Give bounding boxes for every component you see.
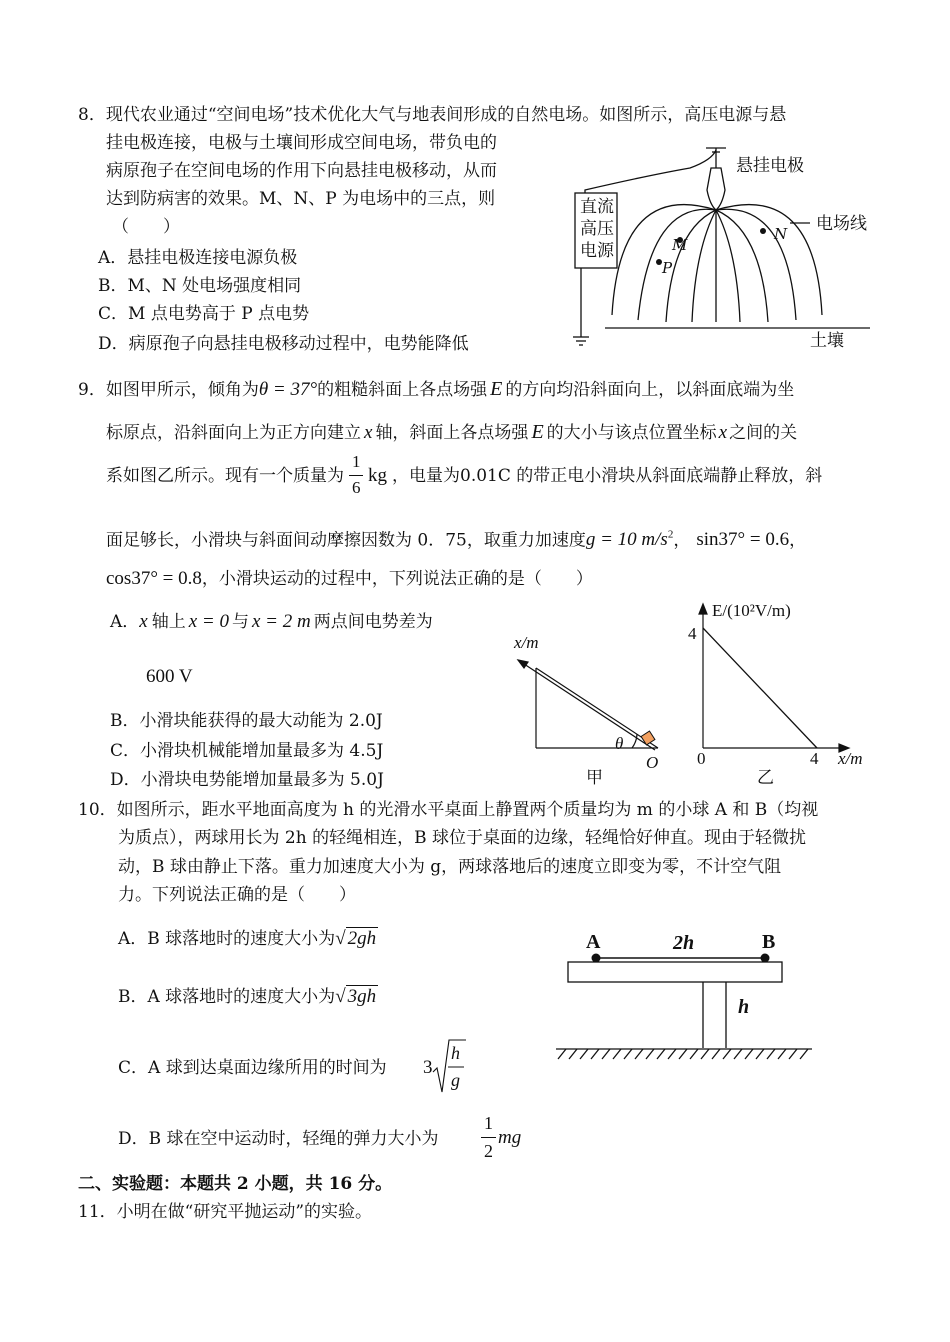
label-p: P [662, 259, 673, 277]
q9-text: 的大小与该点位置坐标 [546, 423, 717, 443]
hatch-mark [591, 1049, 599, 1059]
q9-frac-den: 6 [352, 478, 361, 497]
supply-label-2: 高压 [580, 219, 614, 239]
q8-option-d: D．病原孢子向悬挂电极移动过程中，电势能降低 [98, 334, 469, 354]
hatch-mark [646, 1049, 654, 1059]
hatch-mark [701, 1049, 709, 1059]
q10-line1: 10．如图所示，距水平地面高度为 h 的光滑水平桌面上静置两个质量均为 m 的小球 A 和 B（均视 [78, 800, 819, 820]
q9-x-symbol: x [364, 422, 373, 443]
electrode-label: 悬挂电极 [736, 156, 804, 176]
jia-theta-label: θ [615, 734, 624, 753]
hatch-mark [723, 1049, 731, 1059]
jia-caption: 甲 [586, 768, 603, 788]
q8-line1: 8．现代农业通过“空间电场”技术优化大气与地表间形成的自然电场。如图所示，高压电源与悬 [78, 105, 787, 125]
hatch-mark [558, 1049, 566, 1059]
q10-line3: 动，B 球由静止下落。重力加速度大小为 g，两球落地后的速度立即变为零，不计空气阻 [118, 857, 782, 877]
ball-a-label: A [586, 931, 601, 953]
q8-option-b: B．M、N 处电场强度相同 [98, 276, 302, 296]
q8-answer-paren: （ ） [112, 217, 180, 237]
q9-text: 面足够长，小滑块与斜面间动摩擦因数为 0．75，取重力加速度 [106, 530, 586, 551]
ball-a [592, 954, 601, 963]
hatch-mark [624, 1049, 632, 1059]
q9-frac-num: 1 [352, 452, 361, 471]
supply-label-3: 电源 [580, 241, 614, 261]
yi-caption: 乙 [757, 768, 774, 788]
q9-opta-x0: x = 0 [188, 611, 229, 632]
q10-option-a: A．B 球落地时的速度大小为√ 2gh [118, 928, 377, 949]
q10-option-b: B．A 球落地时的速度大小为√ 3gh [118, 986, 377, 1007]
hatch-mark [679, 1049, 687, 1059]
q9-x-symbol: x [718, 422, 728, 443]
section-2-heading: 二、实验题：本题共 2 小题，共 16 分。 [78, 1174, 393, 1194]
q9-cos-eq: cos37° = 0.8 [106, 568, 202, 589]
q10-optc-num: h [451, 1043, 460, 1063]
q9-text: ， [673, 530, 691, 551]
q9-text: ， [789, 530, 807, 551]
q10-line2: 为质点），两球用长为 2h 的轻绳相连，B 球位于桌面的边缘，轻绳恰好伸直。现由于轻微扰 [118, 828, 806, 848]
hatch-mark [712, 1049, 720, 1059]
hatch-mark [580, 1049, 588, 1059]
hatch-mark [745, 1049, 753, 1059]
q8-line4: 达到防病害的效果。M、N、P 为电场中的三点，则 [106, 189, 496, 209]
hatch-mark [734, 1049, 742, 1059]
hatch-mark [778, 1049, 786, 1059]
ground-hatching [558, 1049, 808, 1059]
q9-sin-eq: sin37° = 0.6 [696, 529, 790, 551]
hatch-mark [613, 1049, 621, 1059]
q10-optc-den: g [451, 1070, 460, 1090]
q9-e-symbol: E [531, 421, 544, 443]
q10-option-c: C．A 球到达桌面边缘所用的时间为 [118, 1058, 387, 1078]
q10-text: B．A 球落地时的速度大小为 [118, 987, 336, 1007]
q9-option-d: D．小滑块电势能增加量最多为 5.0J [110, 770, 384, 790]
label-n: N [774, 225, 788, 243]
label-m: M [672, 236, 688, 254]
rope-length-label: 2h [673, 932, 695, 954]
hatch-mark [767, 1049, 775, 1059]
jia-axis-label: x/m [514, 633, 539, 652]
q9-text: 轴，斜面上各点场强 [375, 423, 529, 443]
supply-label-1: 直流 [580, 197, 614, 217]
q9-opta-x2: x = 2 m [251, 611, 311, 632]
ball-b-label: B [762, 931, 776, 953]
q8-option-c: C．M 点电势高于 P 点电势 [98, 304, 310, 324]
q9-theta-eq: θ = 37° [258, 379, 318, 400]
q9-text: 9．如图甲所示，倾角为 [78, 380, 259, 400]
q9-g-exp: 2 [667, 529, 674, 541]
q9-kg: kg [368, 465, 387, 486]
soil-label: 土壤 [810, 331, 844, 351]
q8-option-a: A．悬挂电极连接电源负极 [98, 248, 298, 268]
hatch-mark [789, 1049, 797, 1059]
q9-option-a-value: 600 V [146, 666, 193, 687]
yi-origin: 0 [697, 749, 706, 768]
jia-origin-label: O [646, 753, 659, 772]
q9-text: A． [110, 612, 140, 632]
yi-ylabel: E/(10²V/m) [712, 601, 791, 620]
q10-optd-mg: mg [498, 1127, 522, 1148]
q10-opta-radicand: 2gh [347, 928, 377, 949]
q9-option-b: B．小滑块能获得的最大动能为 2.0J [110, 711, 383, 731]
hatch-mark [657, 1049, 665, 1059]
q9-text: 与 [231, 612, 249, 632]
ball-b [761, 954, 770, 963]
yi-xlabel: x/m [838, 749, 863, 768]
q8-line3: 病原孢子在空间电场的作用下向悬挂电极移动，从而 [106, 161, 497, 181]
hatch-mark [602, 1049, 610, 1059]
q9-option-c: C．小滑块机械能增加量最多为 4.5J [110, 741, 384, 761]
q9-text: 标原点，沿斜面向上为正方向建立 [106, 423, 361, 443]
q10-text: A．B 球落地时的速度大小为 [118, 929, 336, 949]
q9-text: 轴上 [151, 612, 186, 632]
q9-text: 的粗糙斜面上各点场强 [317, 380, 488, 400]
q10-optb-radicand: 3gh [347, 986, 377, 1007]
q9-line3-b: ，电量为0.01C 的带正电小滑块从斜面底端静止释放，斜 [392, 466, 823, 486]
hatch-mark [756, 1049, 764, 1059]
q9-g-eq: g = 10 m/s [585, 529, 668, 551]
hatch-mark [668, 1049, 676, 1059]
hatch-mark [690, 1049, 698, 1059]
hatch-mark [800, 1049, 808, 1059]
height-label: h [738, 996, 750, 1018]
q10-optc-coef: 3 [423, 1057, 433, 1078]
q10-line4: 力。下列说法正确的是（ ） [118, 885, 356, 905]
hatch-mark [569, 1049, 577, 1059]
q10-optd-num: 1 [484, 1113, 493, 1133]
q9-text: ，小滑块运动的过程中，下列说法正确的是（ ） [201, 569, 593, 589]
q9-x-symbol: x [139, 611, 148, 632]
q10-optd-den: 2 [484, 1141, 493, 1161]
field-line-label: 电场线 [816, 214, 867, 234]
q9-text: 两点间电势差为 [313, 612, 433, 632]
table-top [568, 962, 782, 982]
q9-text: 之间的关 [729, 423, 798, 443]
q10-option-d: D．B 球在空中运动时，轻绳的弹力大小为 [118, 1129, 439, 1149]
yi-ytick: 4 [688, 624, 697, 643]
q9-e-symbol: E [490, 378, 503, 400]
yi-xtick: 4 [810, 749, 819, 768]
q8-line2: 挂电极连接，电极与土壤间形成空间电场，带负电的 [106, 133, 497, 153]
q11-line1: 11．小明在做“研究平抛运动”的实验。 [78, 1202, 373, 1222]
q9-text: 的方向均沿斜面向上，以斜面底端为坐 [505, 380, 795, 400]
hatch-mark [635, 1049, 643, 1059]
q9-line3-a: 系如图乙所示。现有一个质量为 [106, 466, 344, 486]
